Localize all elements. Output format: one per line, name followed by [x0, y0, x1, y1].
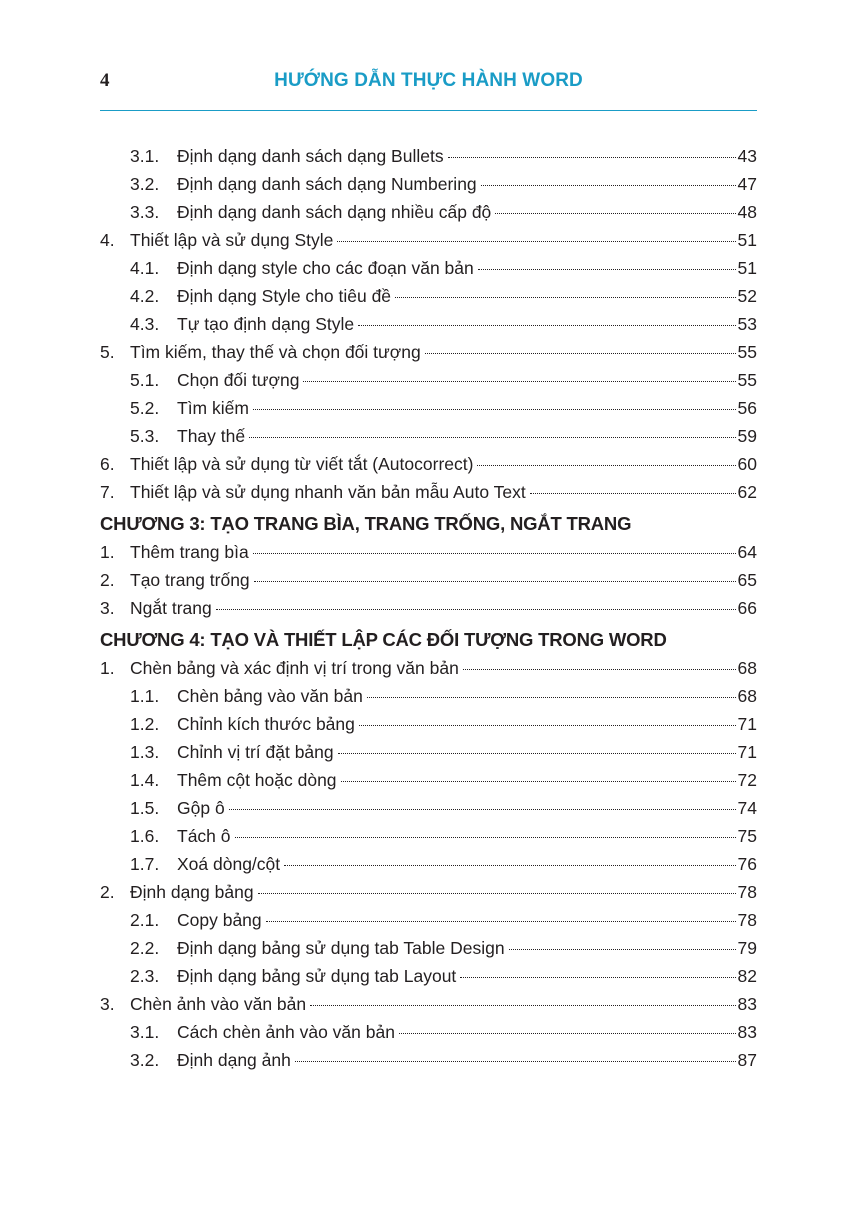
toc-entry[interactable]	[100, 282, 757, 310]
toc-entry[interactable]	[100, 394, 757, 422]
dot-leader	[303, 381, 735, 382]
toc-entry-title: Tạo trang trống	[130, 570, 250, 590]
toc-entry-number: 3.2.	[130, 1050, 160, 1070]
toc-entry[interactable]	[100, 1046, 757, 1074]
toc-entry-title: Định dạng bảng	[130, 882, 254, 902]
toc-entry-page: 78	[737, 910, 757, 930]
dot-leader	[254, 581, 736, 582]
toc-entry[interactable]	[100, 366, 757, 394]
toc-entry-page: 87	[737, 1050, 757, 1070]
toc-entry[interactable]	[100, 682, 757, 710]
toc-entry-number: 1.7.	[130, 854, 160, 874]
toc-entry-title: Định dạng style cho các đoạn văn bản	[177, 258, 474, 278]
toc-entry-number: 3.	[100, 994, 115, 1014]
toc-entry-number: 5.3.	[130, 426, 160, 446]
toc-entry[interactable]	[100, 338, 757, 366]
toc-entry-number: 4.	[100, 230, 115, 250]
toc-entry-page: 66	[737, 598, 757, 618]
toc-entry-number: 3.1.	[130, 146, 160, 166]
toc-entry-page: 47	[737, 174, 757, 194]
toc-entry[interactable]	[100, 766, 757, 794]
toc-entry[interactable]	[100, 478, 757, 506]
toc-entry-title: Copy bảng	[177, 910, 262, 930]
toc-entry-page: 78	[737, 882, 757, 902]
toc-entry-number: 1.1.	[130, 686, 160, 706]
toc-entry-title: Chọn đối tượng	[177, 370, 300, 390]
toc-entry[interactable]	[100, 142, 757, 170]
toc-entry-page: 74	[737, 798, 757, 818]
dot-leader	[509, 949, 736, 950]
toc-entry[interactable]	[100, 594, 757, 622]
dot-leader	[253, 553, 736, 554]
toc-entry-page: 59	[737, 426, 757, 446]
dot-leader	[258, 893, 736, 894]
toc-entry-number: 1.4.	[130, 770, 160, 790]
page-number: 4	[100, 70, 110, 91]
running-title: HƯỚNG DẪN THỰC HÀNH WORD	[274, 70, 583, 91]
dot-leader	[367, 697, 736, 698]
toc-entry-title: Tìm kiếm	[177, 398, 249, 418]
dot-leader	[249, 437, 735, 438]
toc-entry-page: 56	[737, 398, 757, 418]
toc-entry-page: 62	[737, 482, 757, 502]
toc-entry[interactable]	[100, 990, 757, 1018]
dot-leader	[216, 609, 736, 610]
dot-leader	[530, 493, 736, 494]
toc-entry-title: Tìm kiếm, thay thế và chọn đối tượng	[130, 342, 421, 362]
toc-entry-title: Chèn bảng vào văn bản	[177, 686, 363, 706]
toc-entry-number: 1.6.	[130, 826, 160, 846]
toc-entry[interactable]	[100, 738, 757, 766]
dot-leader	[253, 409, 736, 410]
toc-entry-page: 72	[737, 770, 757, 790]
toc-entry-page: 53	[737, 314, 757, 334]
toc-entry-title: Định dạng danh sách dạng nhiều cấp độ	[177, 202, 492, 222]
toc-entry[interactable]	[100, 906, 757, 934]
toc-entry-title: Thiết lập và sử dụng Style	[130, 230, 334, 250]
toc-entry-number: 1.2.	[130, 714, 160, 734]
dot-leader	[229, 809, 736, 810]
toc-entry-page: 65	[737, 570, 757, 590]
toc-entry[interactable]	[100, 962, 757, 990]
toc-entry-title: Chèn bảng và xác định vị trí trong văn bản	[130, 658, 459, 678]
toc-entry-title: Thiết lập và sử dụng nhanh văn bản mẫu Auto Text	[130, 482, 526, 502]
toc-entry-title: Xoá dòng/cột	[177, 854, 281, 874]
toc-entry-title: Cách chèn ảnh vào văn bản	[177, 1022, 395, 1042]
dot-leader	[495, 213, 735, 214]
toc-entry-title: Tách ô	[177, 826, 231, 846]
dot-leader	[266, 921, 736, 922]
dot-leader	[481, 185, 736, 186]
toc-entry[interactable]	[100, 878, 757, 906]
dot-leader	[337, 241, 735, 242]
toc-entry[interactable]	[100, 654, 757, 682]
dot-leader	[338, 753, 736, 754]
toc-entry-number: 2.3.	[130, 966, 160, 986]
toc-entry-title: Định dạng bảng sử dụng tab Table Design	[177, 938, 505, 958]
dot-leader	[399, 1033, 736, 1034]
toc-entry-number: 1.	[100, 658, 115, 678]
toc-entry-page: 82	[737, 966, 757, 986]
dot-leader	[448, 157, 736, 158]
toc-entry-title: Thiết lập và sử dụng từ viết tắt (Autocorrect)	[130, 454, 474, 474]
toc-entry-page: 68	[737, 686, 757, 706]
toc-entry-number: 3.2.	[130, 174, 160, 194]
toc-entry-page: 51	[737, 258, 757, 278]
toc-entry-page: 55	[737, 370, 757, 390]
toc-entry[interactable]	[100, 226, 757, 254]
toc-entry[interactable]	[100, 934, 757, 962]
toc-entry-title: Tự tạo định dạng Style	[177, 314, 355, 334]
toc-entry-title: Ngắt trang	[130, 598, 212, 618]
toc-entry-number: 1.3.	[130, 742, 160, 762]
toc-entry[interactable]	[100, 310, 757, 338]
toc-entry-title: Chèn ảnh vào văn bản	[130, 994, 307, 1014]
toc-entry[interactable]	[100, 254, 757, 282]
toc-entry-number: 7.	[100, 482, 115, 502]
chapter-heading: CHƯƠNG 3: TẠO TRANG BÌA, TRANG TRỐNG, NGẮT TRANG	[100, 513, 632, 534]
toc-entry-page: 60	[737, 454, 757, 474]
toc-entry[interactable]	[100, 422, 757, 450]
toc-entry-number: 2.	[100, 570, 115, 590]
toc-entry-page: 75	[737, 826, 757, 846]
toc-entry[interactable]	[100, 710, 757, 738]
toc-entry-number: 1.	[100, 542, 115, 562]
toc-entry[interactable]	[100, 850, 757, 878]
toc-entry-page: 83	[737, 994, 757, 1014]
toc-entry-page: 48	[737, 202, 757, 222]
toc-entry[interactable]	[100, 566, 757, 594]
toc-entry-number: 4.2.	[130, 286, 160, 306]
toc-entry-number: 5.2.	[130, 398, 160, 418]
toc-entry[interactable]	[100, 170, 757, 198]
dot-leader	[310, 1005, 735, 1006]
toc-entry-title: Định dạng danh sách dạng Bullets	[177, 146, 444, 166]
page-header	[100, 68, 757, 98]
toc-entry-number: 4.1.	[130, 258, 160, 278]
toc-entry-page: 51	[737, 230, 757, 250]
table-of-contents	[100, 142, 757, 1074]
dot-leader	[358, 325, 735, 326]
chapter-heading: CHƯƠNG 4: TẠO VÀ THIẾT LẬP CÁC ĐỐI TƯỢNG TRONG WORD	[100, 629, 667, 650]
toc-entry-page: 76	[737, 854, 757, 874]
toc-entry-title: Chỉnh kích thước bảng	[177, 714, 355, 734]
toc-entry-page: 52	[737, 286, 757, 306]
toc-entry[interactable]	[100, 794, 757, 822]
toc-entry-number: 2.	[100, 882, 115, 902]
dot-leader	[478, 269, 736, 270]
toc-entry[interactable]	[100, 1018, 757, 1046]
toc-entry-title: Định dạng ảnh	[177, 1050, 291, 1070]
toc-entry-page: 68	[737, 658, 757, 678]
toc-entry-number: 5.1.	[130, 370, 160, 390]
toc-entry-number: 6.	[100, 454, 115, 474]
toc-entry[interactable]	[100, 538, 757, 566]
toc-entry[interactable]	[100, 198, 757, 226]
toc-entry-number: 1.5.	[130, 798, 160, 818]
toc-entry-page: 83	[737, 1022, 757, 1042]
toc-entry-title: Chỉnh vị trí đặt bảng	[177, 742, 334, 762]
toc-entry-title: Định dạng Style cho tiêu đề	[177, 286, 392, 306]
toc-entry-number: 3.1.	[130, 1022, 160, 1042]
dot-leader	[235, 837, 736, 838]
dot-leader	[460, 977, 735, 978]
toc-entry-title: Gộp ô	[177, 798, 225, 818]
toc-entry-page: 71	[737, 742, 757, 762]
toc-entry-page: 55	[737, 342, 757, 362]
dot-leader	[341, 781, 736, 782]
header-divider	[100, 110, 757, 111]
dot-leader	[359, 725, 736, 726]
toc-entry-page: 43	[737, 146, 757, 166]
toc-entry-page: 71	[737, 714, 757, 734]
toc-entry-number: 4.3.	[130, 314, 160, 334]
dot-leader	[463, 669, 736, 670]
dot-leader	[295, 1061, 736, 1062]
toc-entry-number: 2.2.	[130, 938, 160, 958]
toc-entry-title: Thêm trang bìa	[130, 542, 249, 562]
toc-entry-number: 5.	[100, 342, 115, 362]
toc-entry-title: Định dạng bảng sử dụng tab Layout	[177, 966, 457, 986]
toc-entry[interactable]	[100, 822, 757, 850]
toc-entry-number: 3.	[100, 598, 115, 618]
toc-entry-page: 79	[737, 938, 757, 958]
toc-entry[interactable]	[100, 450, 757, 478]
dot-leader	[477, 465, 735, 466]
toc-entry-title: Định dạng danh sách dạng Numbering	[177, 174, 477, 194]
toc-entry-title: Thêm cột hoặc dòng	[177, 770, 337, 790]
dot-leader	[395, 297, 735, 298]
toc-entry-number: 3.3.	[130, 202, 160, 222]
dot-leader	[425, 353, 736, 354]
dot-leader	[284, 865, 735, 866]
toc-entry-page: 64	[737, 542, 757, 562]
toc-entry-title: Thay thế	[177, 426, 246, 446]
toc-entry-number: 2.1.	[130, 910, 160, 930]
